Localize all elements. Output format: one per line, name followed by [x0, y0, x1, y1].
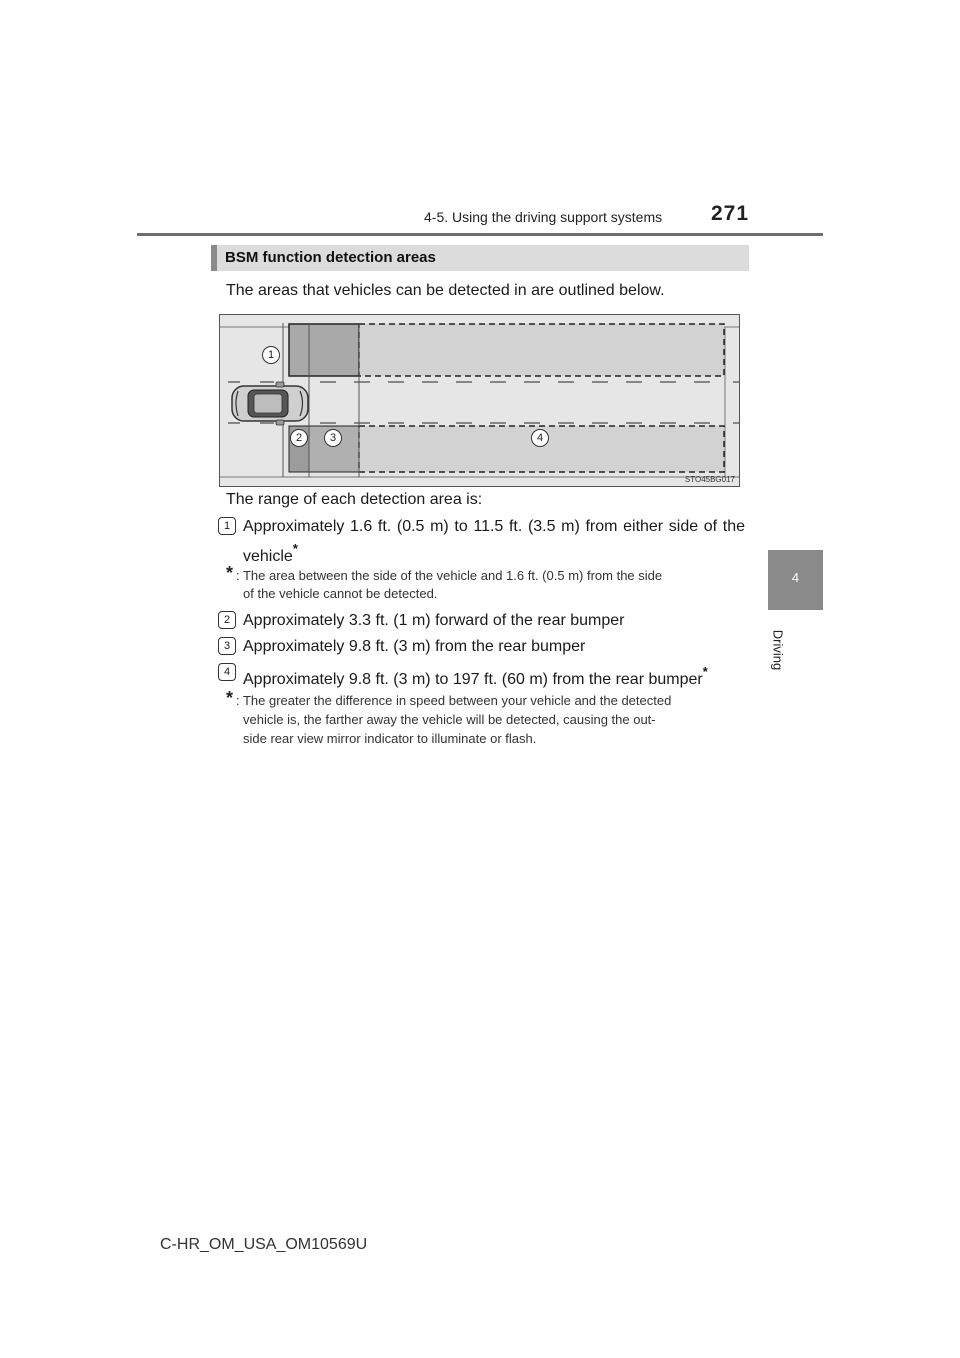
figure-callout-3: 3 [324, 429, 342, 447]
note-2-line-3: side rear view mirror indicator to illuminate or flash. [243, 731, 537, 746]
chapter-tab [768, 550, 823, 610]
header-divider [137, 233, 823, 236]
range-item-4-mark: * [702, 664, 708, 679]
figure-callout-1: 1 [262, 346, 280, 364]
note-1-line-1: : The area between the side of the vehicle and 1.6 ft. (0.5 m) from the side [236, 568, 663, 583]
item-number-3: 3 [218, 637, 236, 655]
range-item-3: Approximately 9.8 ft. (3 m) from the rear bumper [243, 638, 586, 655]
figure-callout-4: 4 [531, 429, 549, 447]
figure-callout-2: 2 [290, 429, 308, 447]
figure-code: STO45BG017 [684, 475, 735, 484]
range-item-2: Approximately 3.3 ft. (1 m) forward of the rear bumper [243, 612, 625, 629]
range-intro: The range of each detection area is: [226, 491, 483, 508]
range-item-4 [243, 664, 708, 689]
note-2-line-1: : The greater the difference in speed between your vehicle and the detected [236, 693, 672, 708]
range-item-1-text: Approximately 1.6 ft. (0.5 m) to 11.5 ft. (3.5 m) from either side of the vehicle [243, 518, 745, 565]
note-2-line-2: vehicle is, the farther away the vehicle will be detected, causing the out- [243, 712, 656, 727]
section-heading: BSM function detection areas [225, 249, 436, 266]
note-1-line-2: of the vehicle cannot be detected. [243, 586, 438, 601]
range-item-1-mark: * [292, 541, 298, 556]
intro-paragraph: The areas that vehicles can be detected in are outlined below. [226, 282, 665, 299]
vehicle-top-view [232, 382, 308, 425]
note-1-mark: * [226, 563, 234, 583]
page-number: 271 [711, 202, 750, 225]
chapter-label: Driving [770, 629, 786, 671]
area-2-3-top-solid [289, 324, 359, 376]
running-header-section: 4-5. Using the driving support systems [424, 209, 663, 225]
detection-area-diagram [220, 315, 740, 487]
section-heading-bar [211, 245, 749, 271]
chapter-label-container [766, 620, 790, 680]
chapter-number: 4 [791, 570, 800, 585]
detection-area-figure [219, 314, 740, 487]
item-number-1: 1 [218, 517, 236, 535]
range-item-1 [243, 516, 745, 568]
area-4-top-dashed [359, 324, 724, 376]
item-number-4: 4 [218, 663, 236, 681]
range-item-4-text: Approximately 9.8 ft. (3 m) to 197 ft. (60 m) from the rear bumper [243, 671, 703, 688]
item-number-2: 2 [218, 611, 236, 629]
document-code: C-HR_OM_USA_OM10569U [160, 1236, 368, 1253]
note-2-mark: * [226, 688, 234, 708]
